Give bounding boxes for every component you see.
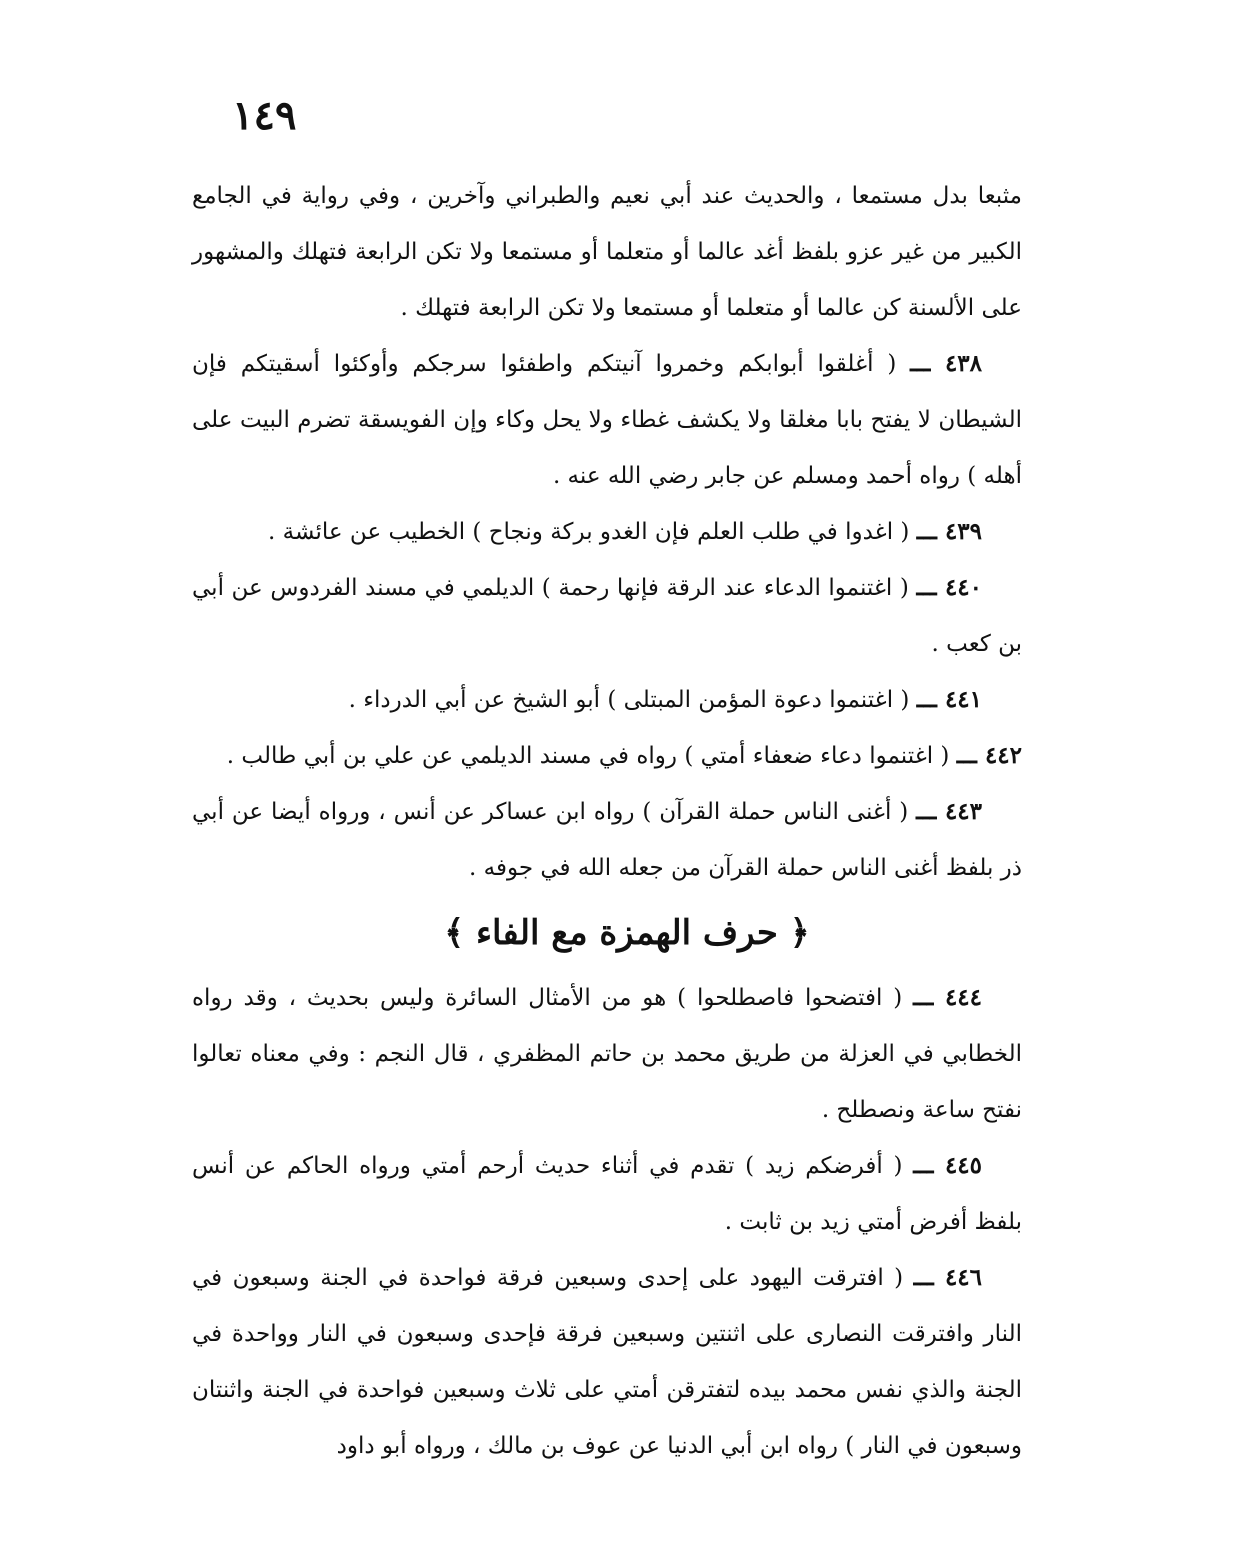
entry-text: ( اغتنموا الدعاء عند الرقة فإنها رحمة ) الديلمي في مسند الفردوس عن أبي بن كعب .	[192, 575, 1022, 657]
entry-number: ٤٤١ ـــ	[916, 686, 982, 713]
entry-number: ٤٣٨ ـــ	[910, 350, 982, 377]
hadith-entry-438	[192, 336, 1022, 504]
entry-text: ( أفرضكم زيد ) تقدم في أثناء حديث أرحم أمتي ورواه الحاكم عن أنس بلفظ أفرض أمتي زيد بن ثابت .	[192, 1153, 1022, 1235]
entry-number: ٤٤٤ ـــ	[913, 984, 982, 1011]
entry-text: ( افتضحوا فاصطلحوا ) هو من الأمثال السائرة وليس بحديث ، وقد رواه الخطابي في العزلة من طريق محمد بن حاتم المظفري ، قال النجم : وفي معناه تعالوا نفتح ساعة ونصطلح .	[192, 985, 1022, 1123]
paragraph-continuation	[192, 168, 1022, 336]
hadith-entry-440	[192, 560, 1022, 672]
entry-text: ( أغنى الناس حملة القرآن ) رواه ابن عساكر عن أنس ، ورواه أيضا عن أبي ذر بلفظ أغنى الناس حملة القرآن من جعله الله في جوفه .	[192, 799, 1022, 881]
entry-number: ٤٤٥ ـــ	[913, 1152, 982, 1179]
hadith-entry-441	[192, 672, 1022, 728]
hadith-entry-446	[192, 1250, 1022, 1474]
section-heading: ﴿ حرف الهمزة مع الفاء ﴾	[444, 913, 810, 953]
entry-text: ( اغدوا في طلب العلم فإن الغدو بركة ونجاح ) الخطيب عن عائشة .	[268, 519, 910, 545]
entry-text: ( اغتنموا دعوة المؤمن المبتلى ) أبو الشيخ عن أبي الدرداء .	[348, 687, 910, 713]
paragraph-text: مثبعا بدل مستمعا ، والحديث عند أبي نعيم والطبراني وآخرين ، وفي رواية في الجامع الكبير من غير عزو بلفظ أغد عالما أو متعلما أو مستمعا ولا تكن الرابعة فتهلك والمشهور على الألسنة كن عالما أو متعلما أو مستمعا ولا تكن الرابعة فتهلك .	[192, 183, 1022, 321]
entry-number: ٤٣٩ ـــ	[916, 518, 982, 545]
entry-number: ٤٤٣ ـــ	[916, 798, 983, 825]
entry-text: ( أغلقوا أبوابكم وخمروا آنيتكم واطفئوا سرجكم وأوكئوا أسقيتكم فإن الشيطان لا يفتح بابا مغلقا ولا يكشف غطاء ولا يحل وكاء وإن الفويسقة تضرم البيت على أهله ) رواه أحمد ومسلم عن جابر رضي الله عنه .	[192, 351, 1022, 489]
main-text	[192, 168, 1022, 1474]
hadith-entry-444	[192, 970, 1022, 1138]
hadith-entry-439	[192, 504, 1022, 560]
entry-number: ٤٤٠ ـــ	[916, 574, 982, 601]
page-number: ١٤٩	[232, 92, 297, 139]
hadith-entry-442	[192, 728, 1022, 784]
entry-text: ( اغتنموا دعاء ضعفاء أمتي ) رواه في مسند الديلمي عن علي بن أبي طالب .	[226, 743, 950, 769]
entry-text: ( افترقت اليهود على إحدى وسبعين فرقة فواحدة في الجنة وسبعون في النار وافترقت النصارى على اثنتين وسبعين فرقة فإحدى وسبعون في النار وواحدة في الجنة والذي نفس محمد بيده لتفترقن أمتي على ثلاث وسبعين فواحدة في الجنة واثنتان وسبعون في النار ) رواه ابن أبي الدنيا عن عوف بن مالك ، ورواه أبو داود	[192, 1265, 1022, 1459]
hadith-entry-443	[192, 784, 1022, 896]
entry-number: ٤٤٦ ـــ	[913, 1264, 982, 1291]
hadith-entry-445	[192, 1138, 1022, 1250]
entry-number: ٤٤٢ ـــ	[956, 742, 1022, 769]
